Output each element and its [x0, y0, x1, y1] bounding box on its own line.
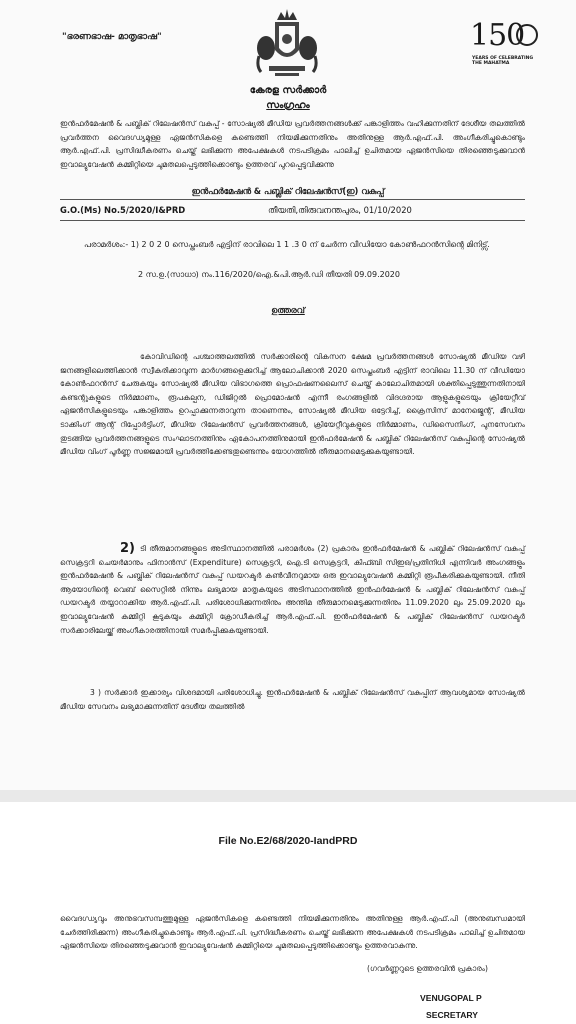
signatory-title: SECRETARY: [426, 1010, 479, 1020]
gandhi-150-logo: [470, 18, 540, 70]
divider: [60, 220, 525, 221]
charkha-icon: [516, 24, 538, 46]
paragraph-2-number: 2): [120, 541, 135, 556]
paragraph-3: [60, 686, 525, 713]
go-number: G.O.(Ms) No.5/2020/I&PRD: [60, 205, 186, 215]
page-gap: [0, 790, 576, 802]
order-heading: ഉത്തരവ്: [271, 305, 305, 315]
logo-number: 150: [470, 18, 525, 53]
by-order-line: (ഗവർണ്ണറുടെ ഉത്തരവിൻ പ്രകാരം): [367, 964, 488, 973]
summary-heading: സംഗ്രഹം: [266, 100, 310, 111]
signatory-name: VENUGOPAL P: [420, 993, 482, 1003]
go-date: തീയതി,തിരുവനന്തപുരം, 01/10/2020: [268, 205, 412, 215]
government-title: കേരള സർക്കാർ: [249, 85, 327, 96]
summary-text: ഇൻഫർമേഷൻ & പബ്ലിക് റിലേഷൻസ് വകുപ്പ് - സോഷ്യൽ മീഡിയ പ്രവർത്തനങ്ങൾക്ക് പങ്കാളിത്തം വഹിക്കുന്നതിന് ദേശീയ തലത്തിൽ പ്രവർത്തന വൈദഗ്ധ്യമുള്ള ഏജൻസികളെ കണ്ടെത്തി നിയമിക്കുന്നതിനും അതിനുള്ള ആർ.എഫ്.പി. അംഗീകരിച്ചുകൊണ്ടും ആർ.എഫ്.പി. പ്രസിദ്ധീകരണം ചെയ്ത് ലഭിക്കുന്ന അപേക്ഷകൾ നടപടിക്രമം പാലിച്ച് ഉചിതമായ ഏജൻസിയെ തിരഞ്ഞെടുക്കുവാൻ ഇവാല്യുവേഷൻ കമ്മിറ്റിയെ ചുമതലപ്പെടുത്തിക്കൊണ്ടും ഉത്തരവ് പുറപ്പെടുവിക്കുന്നു: [60, 119, 525, 169]
logo-caption: YEARS OF CELEBRATING THE MAHATMA: [472, 56, 534, 66]
divider: [60, 199, 525, 200]
paragraph-2: [60, 542, 525, 637]
paragraph-3-text: 3 ) സർക്കാർ ഇക്കാര്യം വിശദമായി പരിശോധിച്ചു. ഇൻഫർമേഷൻ & പബ്ലിക് റിലേഷൻസ് വകുപ്പിന് ആവശ്യമായ സോഷ്യൽ മീഡിയ സേവനം ലഭ്യമാക്കുന്നതിന് ദേശീയ തലത്തിൽ: [60, 688, 525, 711]
reference-2: 2 സ.ഉ.(സാധാ) നം.116/2020/ഐ.&പി.ആർ.ഡി തീയതി 09.09.2020: [138, 270, 400, 279]
page-2-paragraph: വൈദഗ്ധ്യവും അനുഭവസമ്പത്തുമുള്ള ഏജൻസികളെ കണ്ടെത്തി നിയമിക്കുന്നതിനും അതിനുള്ള ആർ.എഫ്.പി (അനുബന്ധമായി ചേർത്തിരിക്കുന്ന) അംഗീകരിച്ചുകൊണ്ടും ആർ.എഫ്.പി. പ്രസിദ്ധീകരണം ചെയ്ത് ലഭിക്കുന്ന അപേക്ഷകൾ നടപടിക്രമം പാലിച്ച് ഉചിതമായ ഏജൻസിയെ തിരഞ്ഞെടുക്കുവാൻ ഇവാല്യുവേഷൻ കമ്മിറ്റിയെ ചുമതലപ്പെടുത്തിക്കൊണ്ടും ഉത്തരവാകുന്നു.: [60, 914, 525, 951]
file-number: File No.E2/68/2020-IandPRD: [218, 835, 358, 847]
paragraph-1: കോവിഡിന്റെ പശ്ചാത്തലത്തിൽ സർക്കാരിന്റെ വികസന ക്ഷേമ പ്രവർത്തനങ്ങൾ സോഷ്യൽ മീഡിയ വഴി ജനങ്ങളിലെത്തിക്കാൻ സ്വീകരിക്കാവുന്ന മാർഗങ്ങളെക്കുറിച്ച് ആലോചിക്കാൻ 2020 സെപ്തംബർ എട്ടിന് രാവിലെ 11.30 ന് വീഡിയോ കോൺഫറൻസ് ചേരുകയും സോഷ്യൽ മീഡിയ വിഭാഗത്തെ പ്രൊഫഷണലൈസ് ചെയ്ത് കാലോചിതമായി ശക്തിപ്പെടുത്തുന്നതിനായി കണ്ടന്റുകളുടെ നിർമ്മാണം, രൂപകല്പന, ഡിജിറ്റൽ പ്രൊമോഷൻ എന്നീ രംഗങ്ങളിൽ വിദഗ്ദരായ ആളുകളുടെയും ക്രിയേറ്റീവ് ഏജൻസികളുടെയും പങ്കാളിത്തം ഉറപ്പാക്കുന്നതാവുന്ന താണെന്നും, സോഷ്യൽ മീഡിയ ഒട്ടേറിച്ച്, ക്രൈസിസ് മാനേജ്മെന്റ്, മീഡിയ ടാക്കിംഗ് ആന്റ് റിപ്പോർട്ടിംഗ്, മീഡിയ റിലേഷൻസ് പ്രവർത്തനങ്ങൾ, ക്രിയേറ്റീവുകളുടെ നിർമ്മാണം, ഡിസൈനിംഗ്, പുനസേവനം തുടങ്ങിയ പ്രവർത്തനങ്ങളുടെ സംഘാടനത്തിനും ഏകോപനത്തിനുമായി ഇൻഫർമേഷൻ & പബ്ലിക് റിലേഷൻസ് വകുപ്പിന്റെ സോഷ്യൽ മീഡിയ വിംഗ് പൂർണ്ണ സജ്ജമായി പ്രവർത്തിക്കേണ്ടതുണ്ടെന്നും യോഗത്തിൽ തീരുമാനമെടുക്കുകയുണ്ടായി.: [60, 352, 525, 457]
kerala-emblem-icon: [255, 6, 319, 80]
header-motto: "ഭരണഭാഷ- മാതൃഭാഷ": [62, 32, 162, 42]
reference-1: പരാമർശം:- 1) 2 0 2 0 സെപ്തംബർ എട്ടിന് രാവിലെ 1 1 .3 0 ന് ചേർന്ന വീഡിയോ കോൺഫറൻസിന്റെ മിനിട്സ്.: [84, 240, 490, 249]
paragraph-2-text: ടി തീരുമാനങ്ങളുടെ അടിസ്ഥാനത്തിൽ പരാമർശം (2) പ്രകാരം ഇൻഫർമേഷൻ & പബ്ലിക് റിലേഷൻസ് വകുപ്പ് സെക്രട്ടറി ചെയർമാനും ഫിനാൻസ് (Expenditure) സെക്രട്ടറി, ഐ.ടി സെക്രട്ടറി, കിഫ്ബി സിഇഒ/പ്രതിനിധി എന്നിവർ അംഗങ്ങളും ഇൻഫർമേഷൻ & പബ്ലിക് റിലേഷൻസ് വകുപ്പ് ഡയറക്ടർ കൺവീനറുമായ ഒരു ഇവാല്യുവേഷൻ കമ്മിറ്റി രൂപീകരിക്കുകയുണ്ടായി. നീതി ആയോഗിന്റെ വെബ് സൈറ്റിൽ നിന്നും ലഭ്യമായ മാതൃകയുടെ അടിസ്ഥാനത്തിൽ ഇൻഫർമേഷൻ & പബ്ലിക് റിലേഷൻസ് വകുപ്പ് ഡയറക്ടർ തയ്യാറാക്കിയ ആർ.എഫ്.പി. പരിശോധിക്കുന്നതിനും അന്തിമ തീരുമാനമെടുക്കുന്നതിനും 11.09.2020 ലും 25.09.2020 ലും ഇവാല്യുവേഷൻ കമ്മിറ്റി കൂടുകയും കമ്മിറ്റി ക്രോഡീകരിച്ച് ആർ.എഫ്.പി. ഇൻഫർമേഷൻ & പബ്ലിക് റിലേഷൻസ് ഡയറക്ടർ സർക്കാരിലേയ്ക്ക് അംഗീകാരത്തിനായി സമർപ്പിക്കുകയുണ്ടായി.: [60, 544, 525, 635]
department-name: ഇൻഫർമേഷൻ & പബ്ലിക് റിലേഷൻസ്(ഇ) വകുപ്പ്: [191, 186, 385, 196]
